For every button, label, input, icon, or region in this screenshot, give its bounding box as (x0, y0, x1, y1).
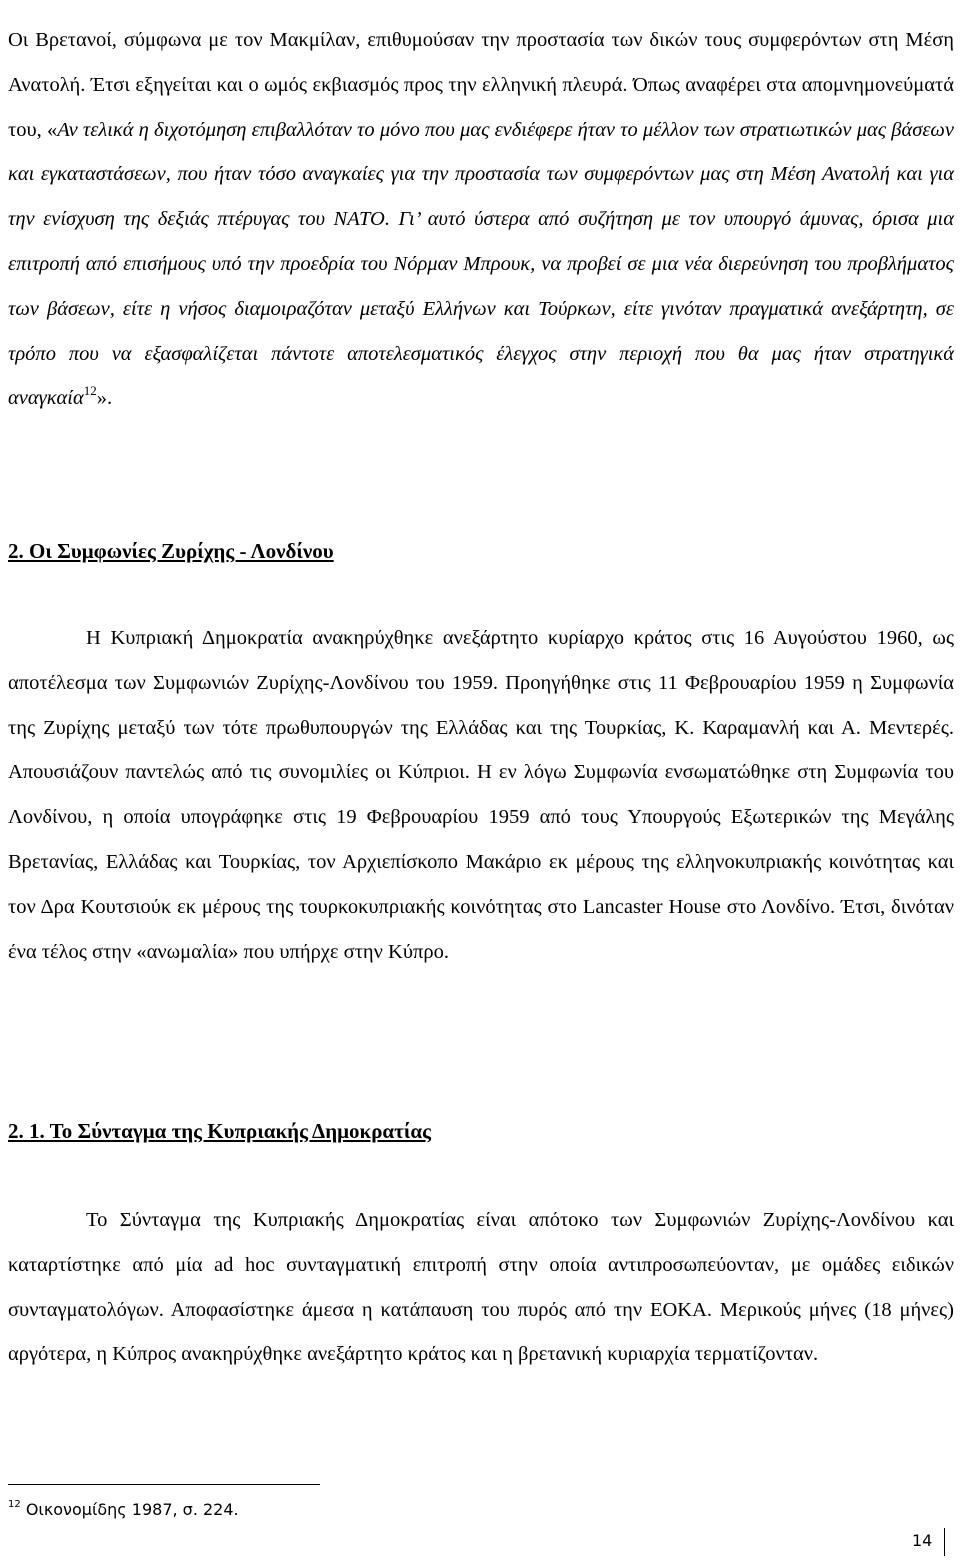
paragraph-macmillan (8, 18, 954, 421)
footnote-number: 12 (8, 1499, 21, 1510)
footnote (8, 1496, 239, 1524)
page-number-divider (944, 1528, 945, 1556)
footnote-reference[interactable]: 12 (83, 383, 97, 399)
paragraph-zurich-london: Η Κυπριακή Δημοκρατία ανακηρύχθηκε ανεξάρτητο κυρίαρχο κράτος στις 16 Αυγούστου 1960, ως αποτέλεσμα των Συμφωνιών Ζυρίχης-Λονδίνου του 1959. Προηγήθηκε στις 11 Φεβρουαρίου 1959 η Συμφωνία της Ζυρίχης μεταξύ των τότε πρωθυπουργών της Ελλάδας και της Τουρκίας, Κ. Καραμανλή και Α. Μεντερές. Απουσιάζουν παντελώς από τις συνομιλίες οι Κύπριοι. Η εν λόγω Συμφωνία ενσωματώθηκε στη Συμφωνία του Λονδίνου, η οποία υπογράφηκε στις 19 Φεβρουαρίου 1959 από τους Υπουργούς Εξωτερικών της Μεγάλης Βρετανίας, Ελλάδας και Τουρκίας, τον Αρχιεπίσκοπο Μακάριο εκ μέρους της ελληνοκυπριακής κοινότητας και τον Δρα Κουτσιούκ εκ μέρους της τουρκοκυπριακής κοινότητας στο Lancaster House στο Λονδίνο. Έτσι, δινόταν ένα τέλος στην «ανωμαλία» που υπήρχε στην Κύπρο. (8, 627, 954, 963)
macmillan-quote: Αν τελικά η διχοτόμηση επιβαλλόταν το μόνο που μας ενδιέφερε ήταν το μέλλον των στρατιωτικών μας βάσεων και εγκαταστάσεων, που ήταν τόσο αναγκαίες για την προστασία των συμφερόντων μας στη Μέση Ανατολή και για την ενίσχυση της δεξιάς πτέρυγας του ΝΑΤΟ. Γι’ αυτό ύστερα από συζήτηση με τον υπουργό άμυνας, όρισα μια επιτροπή από επισήμους υπό την προεδρία του Νόρμαν Μπρουκ, να προβεί σε μια νέα διερεύνηση του προβλήματος των βάσεων, είτε η νήσος διαμοιραζόταν μεταξύ Ελλήνων και Τούρκων, είτε γινόταν πραγματικά ανεξάρτητη, σε τρόπο που να εξασφαλίζεται πάντοτε αποτελεσματικός έλεγχος στην περιοχή που θα μας ήταν στρατηγικά αναγκαία (8, 118, 955, 410)
paragraph-lead-text: Οι Βρετανοί, σύμφωνα με τον Μακμίλαν, επιθυμούσαν την προστασία των δικών τους συμφερόντων στη Μέση Ανατολή. Έτσι εξηγείται και ο ωμός εκβιασμός προς την ελληνική πλευρά. Όπως αναφέρει στα απομνημονεύματά του, « (8, 29, 954, 141)
paragraph-constitution: Το Σύνταγμα της Κυπριακής Δημοκρατίας είναι απότοκο των Συμφωνιών Ζυρίχης-Λονδίνου και καταρτίστηκε από μία ad hoc συνταγματική επιτροπή στην οποία αντιπροσωπεύονταν, με ομάδες ειδικών συνταγματολόγων. Αποφασίστηκε άμεσα η κατάπαυση του πυρός από την ΕΟΚΑ. Μερικούς μήνες (18 μήνες) αργότερα, η Κύπρος ανακηρύχθηκε ανεξάρτητο κράτος και η βρετανική κυριαρχία τερματίζονταν. (8, 1209, 954, 1366)
footnote-text: Οικονομίδης 1987, σ. 224. (25, 1500, 239, 1519)
quote-close: ». (96, 387, 113, 410)
section-heading-zurich-london: 2. Οι Συμφωνίες Ζυρίχης - Λονδίνου (8, 539, 334, 563)
section-heading-constitution: 2. 1. Το Σύνταγμα της Κυπριακής Δημοκρατίας (8, 1119, 431, 1143)
footnote-separator (8, 1484, 320, 1485)
page-number: 14 (912, 1531, 933, 1550)
document-page (8, 0, 955, 1366)
